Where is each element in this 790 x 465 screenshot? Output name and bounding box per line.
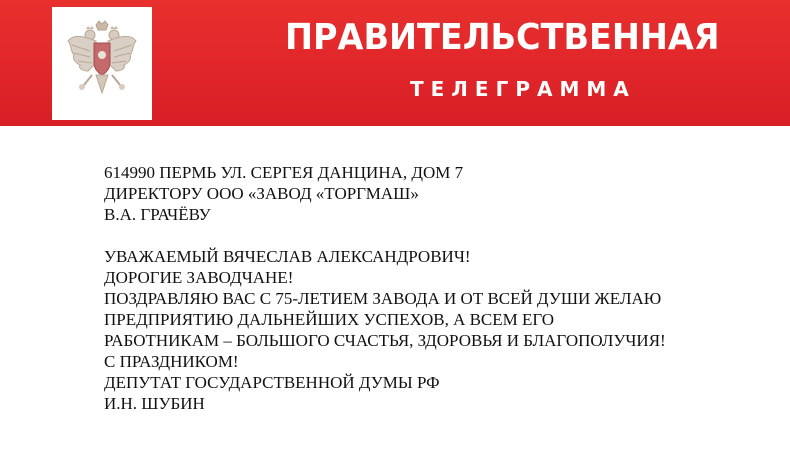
message-line: РАБОТНИКАМ – БОЛЬШОГО СЧАСТЬЯ, ЗДОРОВЬЯ И БЛАГОПОЛУЧИЯ!: [104, 331, 666, 350]
blank-line: [104, 225, 666, 246]
greeting-line-2: ДОРОГИЕ ЗАВОДЧАНЕ!: [104, 268, 294, 287]
telegram-type-title: ПРАВИТЕЛЬСТВЕННАЯ: [285, 17, 720, 58]
recipient-line: ДИРЕКТОРУ ООО «ЗАВОД «ТОРГМАШ»: [104, 184, 419, 203]
signature-name: И.Н. ШУБИН: [104, 394, 205, 413]
message-line: ПОЗДРАВЛЯЮ ВАС С 75-ЛЕТИЕМ ЗАВОДА И ОТ ВСЕЙ ДУШИ ЖЕЛАЮ: [104, 289, 662, 308]
address-line: 614990 ПЕРМЬ УЛ. СЕРГЕЯ ДАНЦИНА, ДОМ 7: [104, 163, 464, 182]
greeting-line: УВАЖАЕМЫЙ ВЯЧЕСЛАВ АЛЕКСАНДРОВИЧ!: [104, 247, 471, 266]
telegram-header-banner: [0, 0, 790, 126]
signature-title: ДЕПУТАТ ГОСУДАРСТВЕННОЙ ДУМЫ РФ: [104, 373, 440, 392]
recipient-name: В.А. ГРАЧЁВУ: [104, 205, 211, 224]
telegram-body: [104, 162, 666, 414]
message-line: ПРЕДПРИЯТИЮ ДАЛЬНЕЙШИХ УСПЕХОВ, А ВСЕМ ЕГО: [104, 310, 555, 329]
telegram-subtitle: ТЕЛЕГРАММА: [410, 77, 636, 101]
coat-of-arms-icon: [66, 19, 138, 109]
closing-line: С ПРАЗДНИКОМ!: [104, 352, 239, 371]
emblem-box: [52, 7, 152, 120]
